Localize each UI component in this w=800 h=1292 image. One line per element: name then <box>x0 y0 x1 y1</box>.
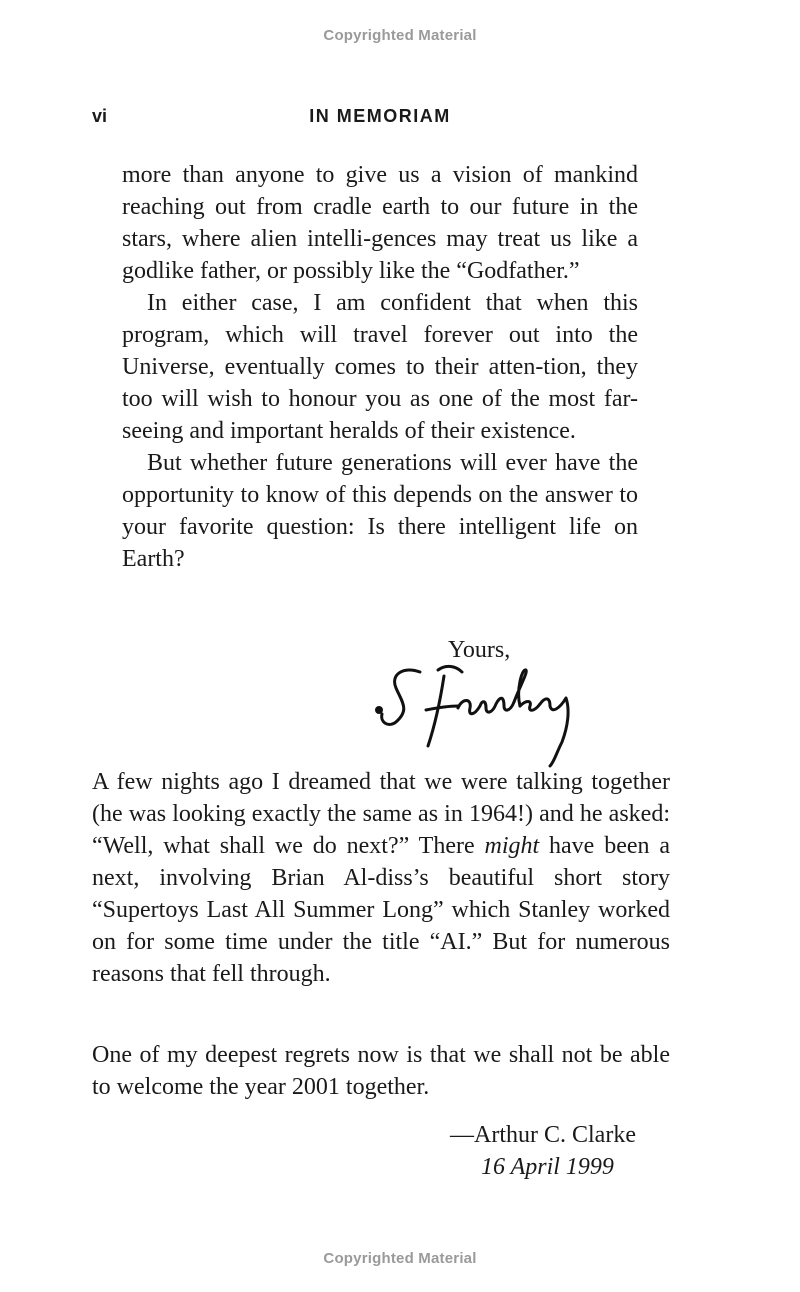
text-run: have been a next, involving Brian Al-diss’s beautiful short story “Supertoys Last All Summer Long” which Stanley worked on for some time under the title “AI.” But for numerous reasons that fell through. <box>92 833 671 987</box>
handwritten-signature <box>370 662 600 772</box>
emphasis-text: might <box>484 833 540 859</box>
body-paragraph <box>92 766 670 990</box>
signature-graphic <box>370 662 600 772</box>
copyright-watermark-bottom: Copyrighted Material <box>323 1250 477 1267</box>
letter-paragraph: In either case, I am confident that when this program, which will travel forever out into the Universe, eventually comes to their atten-tion, they too will wish to honour you as one of the most far-seeing and important heralds of their existence. <box>122 290 638 444</box>
letter-text <box>122 159 638 575</box>
copyright-watermark-top: Copyrighted Material <box>323 27 477 44</box>
running-head: IN MEMORIAM <box>309 106 451 126</box>
page-number: vi <box>92 106 108 126</box>
text-run: A few nights ago I dreamed that we were talking together (he was looking exactly the same as in 1964!) and he asked: “Well, what shall we do next?” There <box>92 769 670 859</box>
body-paragraph-dream <box>92 766 670 990</box>
letter-paragraph: But whether future generations will ever have the opportunity to know of this depends on the answer to your favorite question: Is there intelligent life on Earth? <box>122 450 638 572</box>
letter-paragraph: more than anyone to give us a vision of mankind reaching out from cradle earth to our future in the stars, where alien intelli-gences may treat us like a godlike father, or possibly like the “Godfather.” <box>122 162 638 284</box>
attribution-date: 16 April 1999 <box>481 1154 614 1180</box>
author-attribution: —Arthur C. Clarke <box>450 1122 636 1148</box>
body-paragraph: One of my deepest regrets now is that we shall not be able to welcome the year 2001 together. <box>92 1042 670 1100</box>
body-paragraph-regret <box>92 1039 670 1103</box>
letter-closing: Yours, <box>448 637 511 663</box>
